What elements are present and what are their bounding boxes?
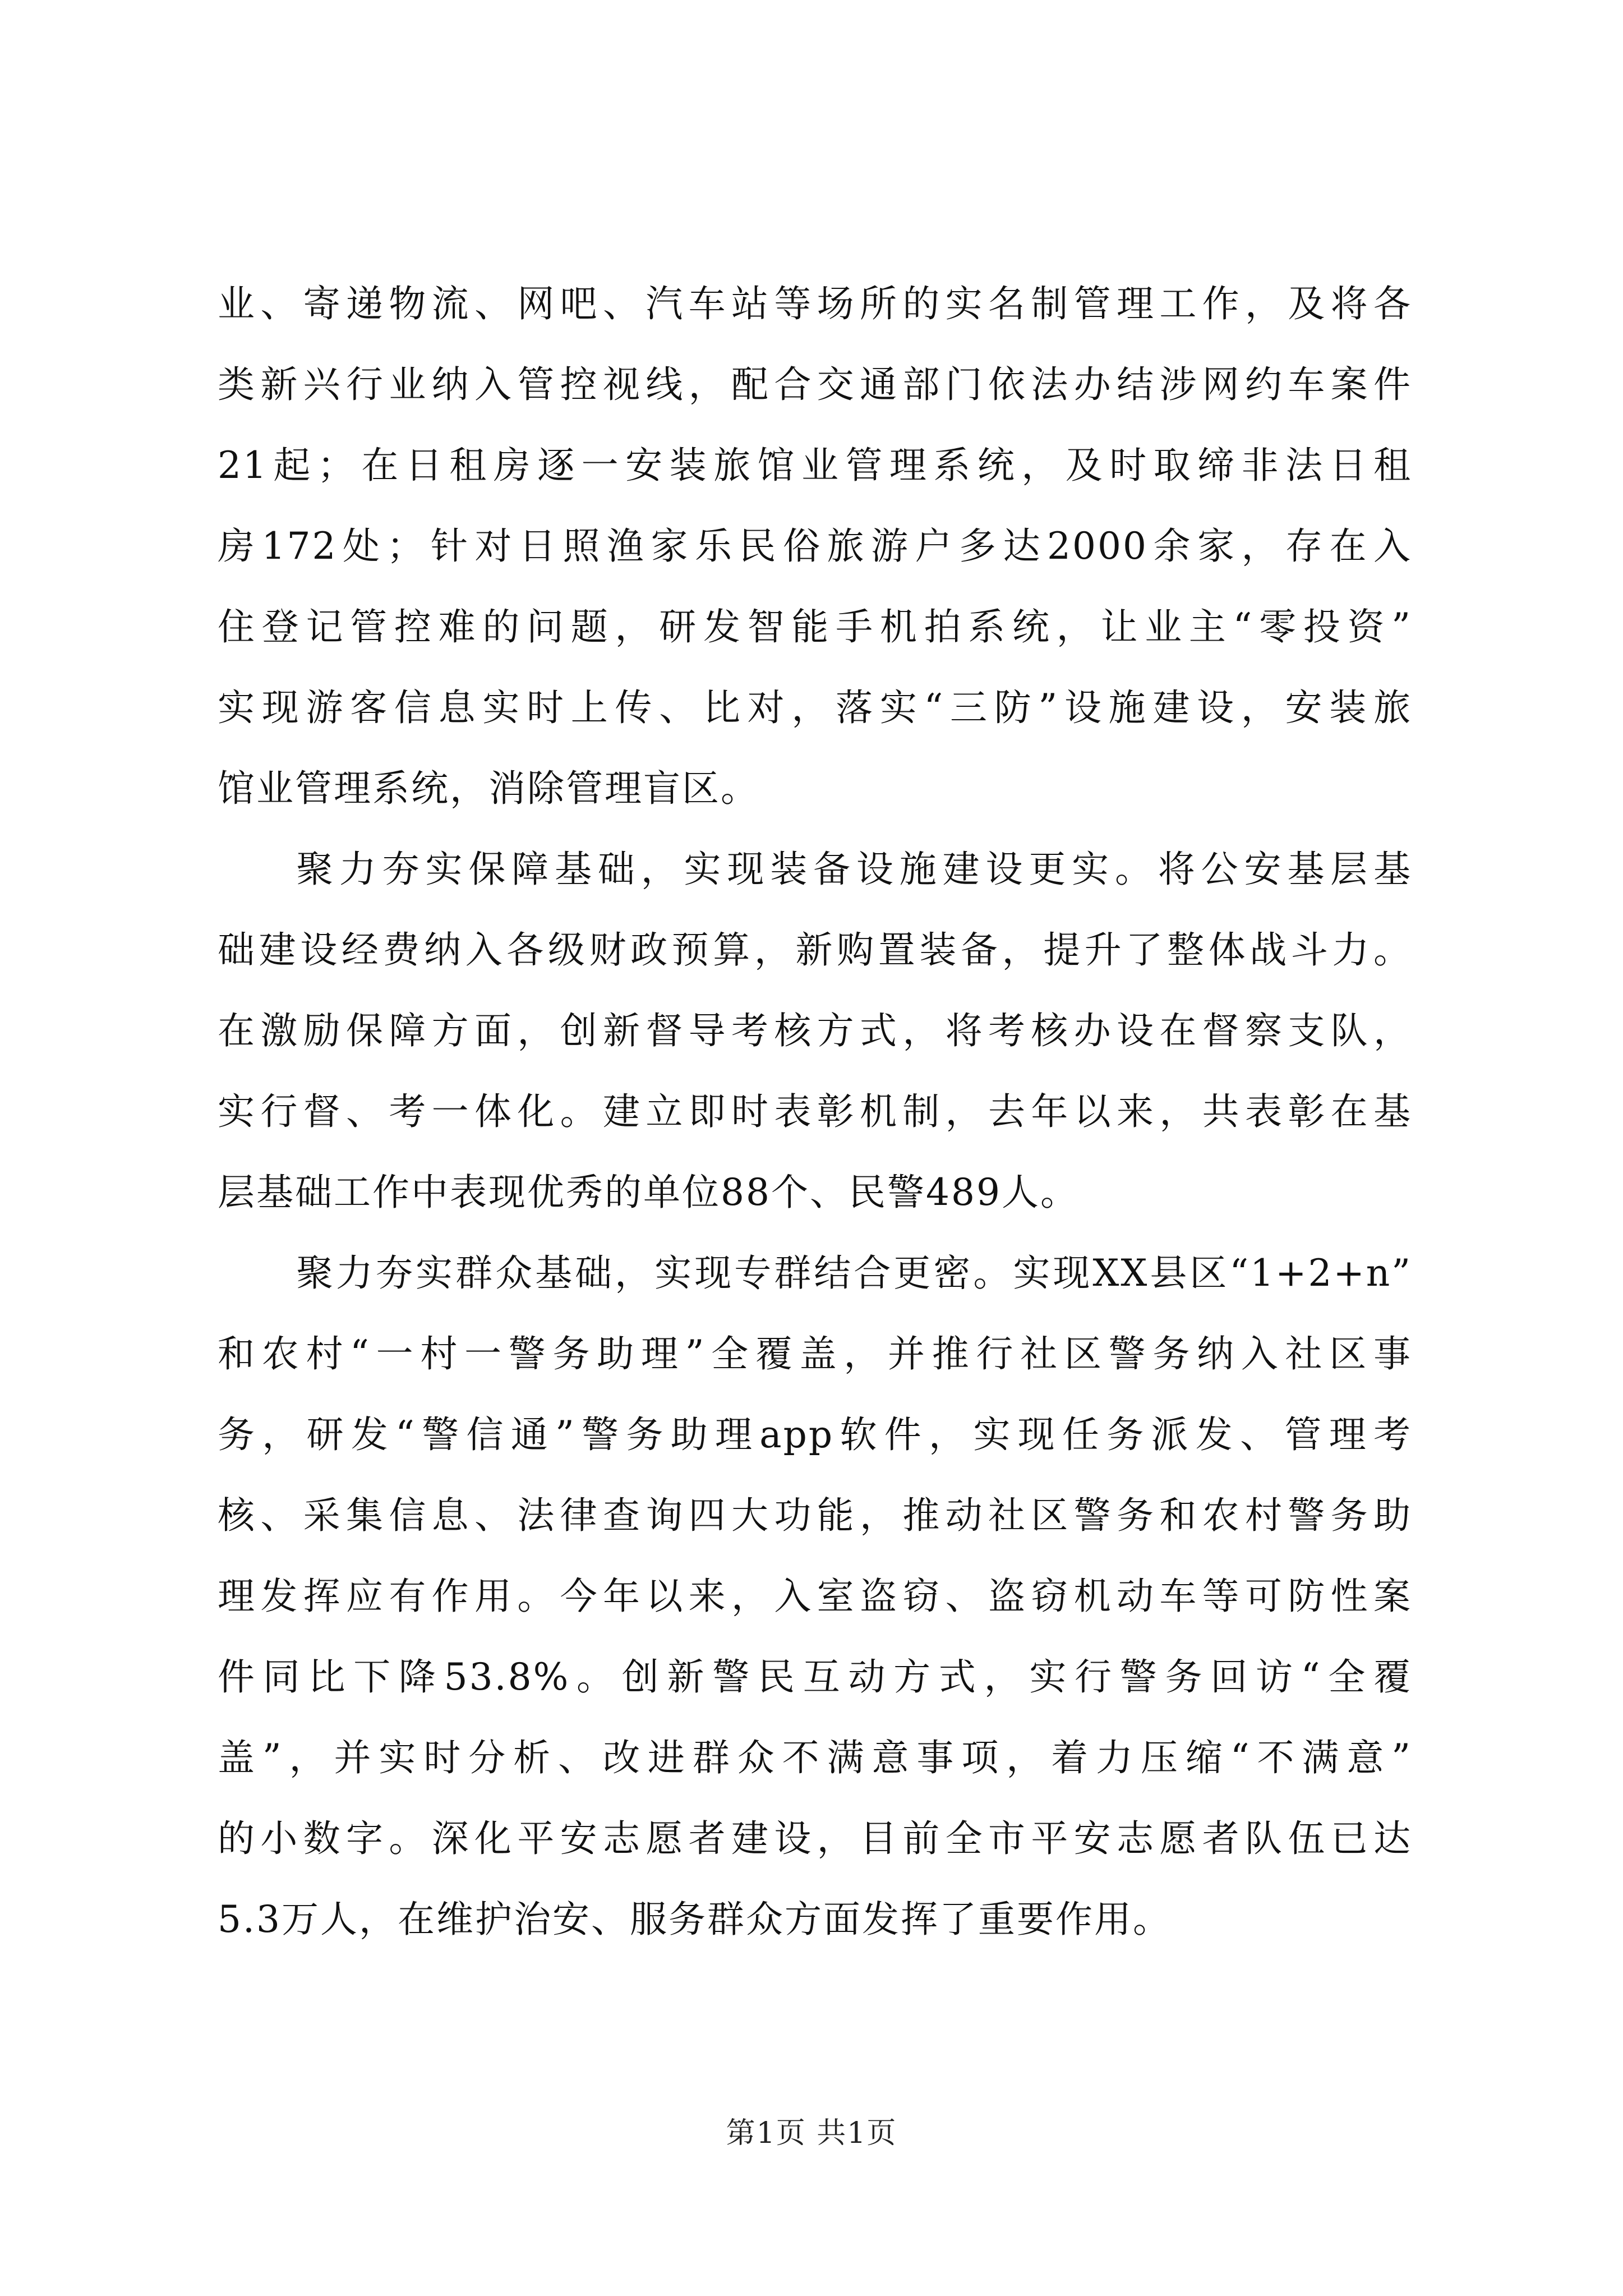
text-line: 5.3万人，在维护治安、服务群众方面发挥了重要作用。 — [218, 1898, 1172, 1941]
text-line: 类新兴行业纳入管控视线，配合交通部门依法办结涉网约车案件 — [218, 363, 1412, 406]
text-line: 房172处；针对日照渔家乐民俗旅游户多达2000余家，存在入 — [218, 524, 1412, 568]
paragraph-first-line: 聚力夯实保障基础，实现装备设施建设更实。将公安基层基 — [296, 848, 1412, 891]
text-line: 理发挥应有作用。今年以来，入室盗窃、盗窃机动车等可防性案 — [218, 1575, 1412, 1618]
text-line: 础建设经费纳入各级财政预算，新购置装备，提升了整体战斗力。 — [218, 928, 1412, 972]
text-line: 在激励保障方面，创新督导考核方式，将考核办设在督察支队， — [218, 1009, 1412, 1052]
text-line: 盖”，并实时分析、改进群众不满意事项，着力压缩“不满意” — [218, 1736, 1412, 1779]
text-line: 层基础工作中表现优秀的单位88个、民警489人。 — [218, 1171, 1079, 1214]
text-line: 业、寄递物流、网吧、汽车站等场所的实名制管理工作，及将各 — [218, 282, 1412, 325]
text-line: 实行督、考一体化。建立即时表彰机制，去年以来，共表彰在基 — [218, 1090, 1412, 1133]
text-line: 件同比下降53.8%。创新警民互动方式，实行警务回访“全覆 — [218, 1655, 1412, 1699]
paragraph-first-line: 聚力夯实群众基础，实现专群结合更密。实现XX县区“1+2+n” — [296, 1251, 1412, 1295]
text-line: 和农村“一村一警务助理”全覆盖，并推行社区警务纳入社区事 — [218, 1332, 1412, 1375]
text-line: 21起；在日租房逐一安装旅馆业管理系统，及时取缔非法日租 — [218, 444, 1412, 487]
text-line: 务，研发“警信通”警务助理app软件，实现任务派发、管理考 — [218, 1413, 1412, 1456]
document-body — [218, 264, 1412, 1960]
text-line: 实现游客信息实时上传、比对，落实“三防”设施建设，安装旅 — [218, 686, 1412, 729]
page-footer: 第1页 共1页 — [726, 2116, 897, 2150]
text-line: 馆业管理系统，消除管理盲区。 — [218, 767, 759, 810]
text-line: 的小数字。深化平安志愿者建设，目前全市平安志愿者队伍已达 — [218, 1817, 1412, 1860]
text-line: 核、采集信息、法律查询四大功能，推动社区警务和农村警务助 — [218, 1494, 1412, 1537]
text-line: 住登记管控难的问题，研发智能手机拍系统，让业主“零投资” — [218, 605, 1412, 648]
